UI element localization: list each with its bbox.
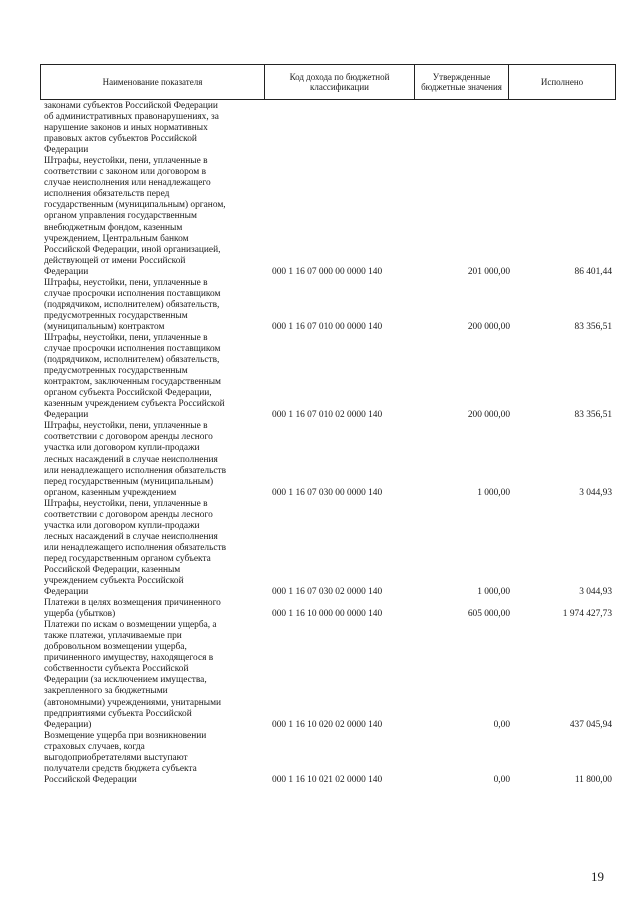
row-approved-value: 200 000,00 [467, 410, 510, 421]
header-approved-values: Утвержденные бюджетные значения [415, 65, 509, 99]
row-executed-value: 437 045,94 [569, 719, 612, 730]
row-budget-code: 000 1 16 07 030 02 0000 140 [272, 587, 383, 598]
table-row [44, 499, 616, 598]
row-approved-value: 1 000,00 [477, 487, 510, 498]
row-indicator-name: Платежи по искам о возмещении ущерба, а также платежи, уплачиваемые при добровольном возмещении ущерба, причиненного имуществу, находящегося в собственности субъекта Российской Федерации (за исключением имущества, закрепленного за бюджетными (автономными) учреждениями, унитарными предприятиями субъекта Российской Федерации) [44, 620, 222, 730]
table-row [44, 156, 616, 278]
row-indicator-name: Штрафы, неустойки, пени, уплаченные в соответствии с договором аренды лесного участка или договором купли-продажи лесных насаждений в случае неисполнения или ненадлежащего исполнения обязательств перед государственным (муниципальным) органом, казенным учреждением [44, 421, 227, 498]
row-executed-value: 1 974 427,73 [562, 609, 612, 620]
row-budget-code: 000 1 16 10 020 02 0000 140 [272, 719, 383, 730]
row-budget-code: 000 1 16 07 030 00 0000 140 [272, 487, 383, 498]
table-row [44, 620, 616, 730]
row-budget-code: 000 1 16 10 021 02 0000 140 [272, 774, 383, 785]
table-row [44, 421, 616, 498]
row-indicator-name: Штрафы, неустойки, пени, уплаченные в соответствии с законом или договором в случае неисполнения или ненадлежащего исполнения обязательств перед государственным (муниципальным) органом, органом управления государственным внебюджетным фондом, казенным учреждением, Центральным банком Российской Федерации, иной организацией, действующей от имени Российской Федерации [44, 156, 226, 277]
row-budget-code: 000 1 16 07 000 00 0000 140 [272, 266, 383, 277]
row-executed-value: 83 356,51 [574, 321, 612, 332]
row-budget-code: 000 1 16 10 000 00 0000 140 [272, 609, 383, 620]
row-approved-value: 605 000,00 [467, 609, 510, 620]
row-indicator-name: Штрафы, неустойки, пени, уплаченные в случае просрочки исполнения поставщиком (подрядчиком, исполнителем) обязательств, предусмотренных государственным (муниципальным) контрактом [44, 277, 221, 332]
header-indicator-name: Наименование показателя [41, 65, 265, 99]
row-approved-value: 201 000,00 [467, 266, 510, 277]
row-executed-value: 86 401,44 [574, 266, 612, 277]
header-budget-code: Код дохода по бюджетной классификации [265, 65, 415, 99]
row-indicator-name: Возмещение ущерба при возникновении страховых случаев, когда выгодоприобретателями выступают получатели средств бюджета субъекта Российской Федерации [44, 730, 207, 785]
table-row [44, 278, 616, 333]
table-header [40, 64, 616, 100]
row-indicator-name: Штрафы, неустойки, пени, уплаченные в случае просрочки исполнения поставщиком (подрядчиком, исполнителем) обязательств, предусмотренных государственным контрактом, заключенным государственным органом субъекта Российской Федерации, казенным учреждением субъекта Российской Федерации [44, 332, 225, 421]
table-row [44, 101, 616, 156]
row-approved-value: 0,00 [493, 719, 510, 730]
row-indicator-name: законами субъектов Российской Федерации об административных правонарушениях, за нарушение законов и иных нормативных правовых актов субъектов Российской Федерации [44, 101, 219, 156]
row-approved-value: 0,00 [493, 774, 510, 785]
row-budget-code: 000 1 16 07 010 02 0000 140 [272, 410, 383, 421]
row-budget-code: 000 1 16 07 010 00 0000 140 [272, 321, 383, 332]
row-indicator-name: Платежи в целях возмещения причиненного ущерба (убытков) [44, 598, 221, 620]
row-executed-value: 3 044,93 [579, 487, 612, 498]
row-executed-value: 83 356,51 [574, 410, 612, 421]
row-indicator-name: Штрафы, неустойки, пени, уплаченные в соответствии с договором аренды лесного участка или договором купли-продажи лесных насаждений в случае неисполнения или ненадлежащего исполнения обязательств перед государственным органом субъекта Российской Федерации, казенным учреждением субъекта Российской Федерации [44, 498, 227, 598]
table-row [44, 598, 616, 620]
row-executed-value: 3 044,93 [579, 587, 612, 598]
table-row [44, 333, 616, 421]
row-executed-value: 11 800,00 [574, 774, 612, 785]
table-body [44, 101, 616, 786]
row-approved-value: 1 000,00 [477, 587, 510, 598]
table-row [44, 731, 616, 786]
page-number: 19 [591, 869, 604, 884]
row-approved-value: 200 000,00 [467, 321, 510, 332]
header-executed: Исполнено [540, 77, 584, 87]
